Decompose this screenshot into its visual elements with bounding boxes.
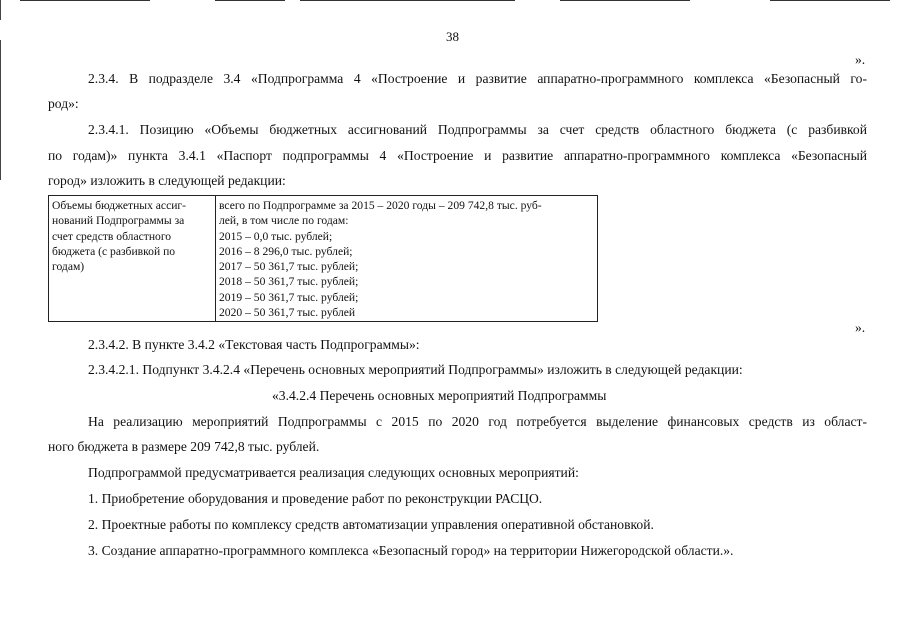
passport-budget-table <box>48 195 598 322</box>
paragraph-2-3-4-line-2: род»: <box>48 96 79 111</box>
scan-left-edge-line <box>0 40 1 180</box>
cell-line: Объемы бюджетных ассиг- <box>52 199 187 212</box>
scan-top-edge-line <box>20 0 150 1</box>
scan-left-edge-line <box>0 0 1 20</box>
measure-item: 3. Создание аппаратно-программного комплекса «Безопасный город» на территории Нижегородской области.». <box>88 543 734 558</box>
cell-line: 2017 – 50 361,7 тыс. рублей; <box>219 260 359 274</box>
page-number: 38 <box>446 29 459 44</box>
budget-amounts-cell <box>216 196 598 322</box>
scan-top-edge-line <box>215 0 285 1</box>
cell-line: 2019 – 50 361,7 тыс. рублей; <box>219 290 359 304</box>
funding-paragraph-line-1: На реализацию мероприятий Подпрограммы с 2015 по 2020 год потребуется выделение финансовых средств из област- <box>88 414 867 429</box>
measure-item: 2. Проектные работы по комплексу средств автоматизации управления оперативной обстановкой. <box>88 517 654 532</box>
cell-line: 2020 – 50 361,7 тыс. рублей <box>219 306 356 320</box>
scan-top-edge-line <box>560 0 690 1</box>
paragraph-2-3-4-1-line-2: по годам)» пункта 3.4.1 «Паспорт подпрограммы 4 «Построение и развитие аппаратно-программного комплекса «Безопасный <box>48 148 867 163</box>
closing-quote-mark: ». <box>855 52 866 67</box>
cell-line: 2015 – 0,0 тыс. рублей; <box>219 229 333 243</box>
paragraph-2-3-4-1-line-3: город» изложить в следующей редакции: <box>48 173 286 188</box>
budget-position-label-cell <box>49 196 216 322</box>
scan-top-edge-line <box>770 0 890 1</box>
cell-line: 2018 – 50 361,7 тыс. рублей; <box>219 275 359 289</box>
paragraph-2-3-4-2: 2.3.4.2. В пункте 3.4.2 «Текстовая часть Подпрограммы»: <box>88 337 420 352</box>
measure-item: 1. Приобретение оборудования и проведение работ по реконструкции РАСЦО. <box>88 491 543 506</box>
closing-quote-mark: ». <box>855 320 866 335</box>
paragraph-2-3-4-1-line-1: 2.3.4.1. Позицию «Объемы бюджетных ассигнований Подпрограммы за счет средств областного бюджета (с разбивкой <box>88 122 867 137</box>
cell-line: 2016 – 8 296,0 тыс. рублей; <box>219 244 353 258</box>
paragraph-2-3-4-line-1: 2.3.4. В подразделе 3.4 «Подпрограмма 4 «Построение и развитие аппаратно-программного комплекса «Безопасный го- <box>88 71 867 86</box>
paragraph-2-3-4-2-1: 2.3.4.2.1. Подпункт 3.4.2.4 «Перечень основных мероприятий Подпрограммы» изложить в следующей редакции: <box>88 362 743 377</box>
table-row <box>49 196 598 322</box>
cell-line: счет средств областного <box>52 229 172 243</box>
cell-line: бюджета (с разбивкой по <box>52 244 176 258</box>
cell-line: всего по Подпрограмме за 2015 – 2020 годы – 209 742,8 тыс. руб- <box>219 199 542 212</box>
cell-line: нований Подпрограммы за <box>52 214 185 228</box>
section-heading: «3.4.2.4 Перечень основных мероприятий Подпрограммы <box>272 388 607 403</box>
cell-line: лей, в том числе по годам: <box>219 214 349 228</box>
measures-intro: Подпрограммой предусматривается реализация следующих основных мероприятий: <box>88 465 579 480</box>
scan-top-edge-line <box>300 0 515 1</box>
funding-paragraph-line-2: ного бюджета в размере 209 742,8 тыс. рублей. <box>48 439 320 454</box>
cell-line: годам) <box>52 260 85 274</box>
